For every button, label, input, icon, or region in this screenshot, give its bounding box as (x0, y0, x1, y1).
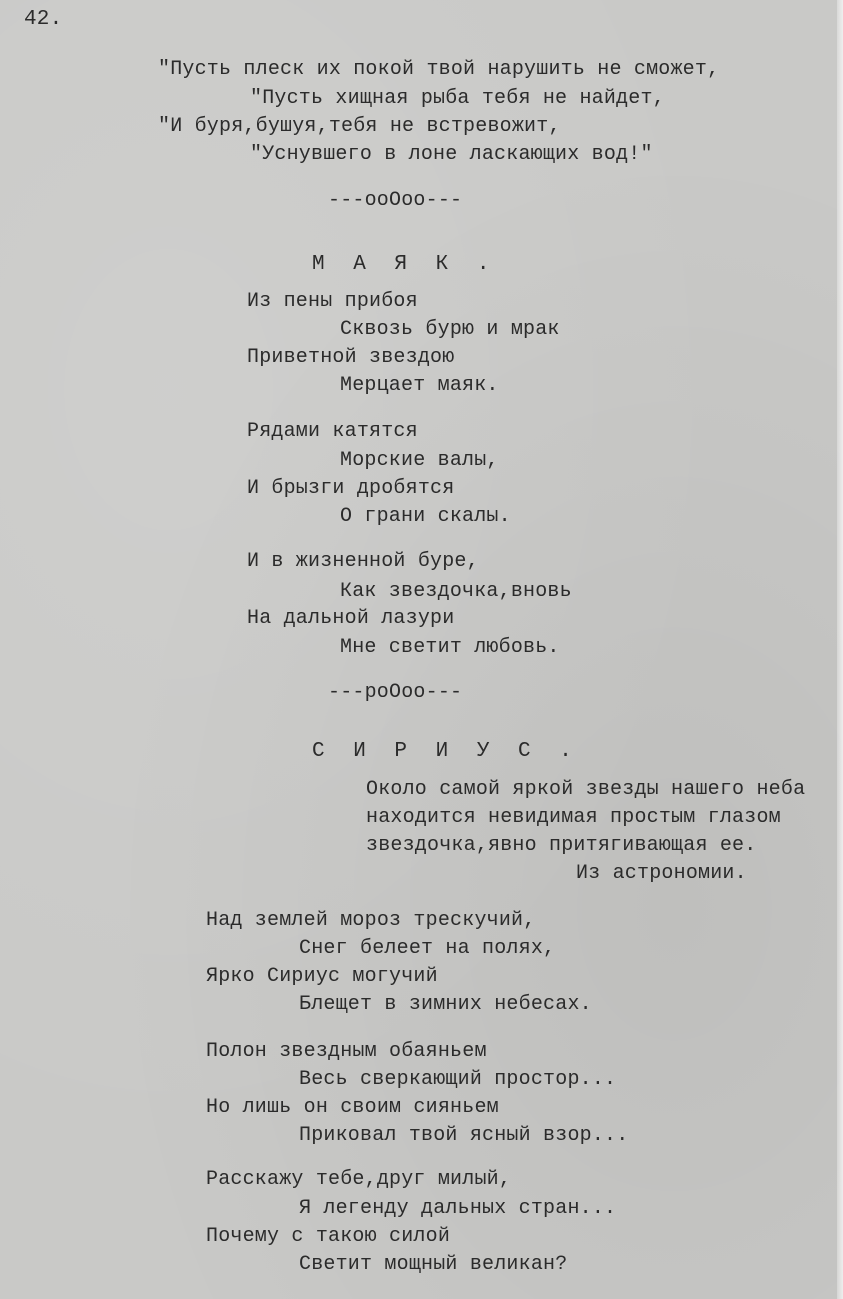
poem-line: Я легенду дальных стран... (299, 1197, 617, 1220)
intro-line: "Уснувшего в лоне ласкающих вод!" (250, 143, 653, 166)
epigraph-line: находится невидимая простым глазом (366, 806, 781, 829)
poem-line: Над землей мороз трескучий, (206, 909, 536, 932)
poem-line: Но лишь он своим сияньем (206, 1096, 499, 1119)
poem-line: Рядами катятся (247, 420, 418, 443)
poem-line: О грани скалы. (340, 505, 511, 528)
poem-line: Ярко Сириус могучий (206, 965, 438, 988)
poem-line: Почему с такою силой (206, 1225, 451, 1248)
poem-line: И в жизненной буре, (247, 550, 479, 573)
page-number: 42. (24, 8, 63, 31)
poem-line: Светит мощный великан? (299, 1253, 568, 1276)
poem-line: Снег белеет на полях, (299, 937, 556, 960)
epigraph-line: Около самой яркой звезды нашего неба (366, 778, 806, 801)
separator: ---роОоо--- (328, 681, 463, 704)
poem-line: И брызги дробятся (247, 477, 455, 500)
poem-line: Мне светит любовь. (340, 636, 560, 659)
poem-line: Как звездочка,вновь (340, 580, 572, 603)
intro-line: "Пусть хищная рыба тебя не найдет, (250, 87, 665, 110)
poem-line: Мерцает маяк. (340, 374, 499, 397)
poem-line: Блещет в зимних небесах. (299, 993, 592, 1016)
poem-line: Расскажу тебе,друг милый, (206, 1168, 512, 1191)
poem-line: Весь сверкающий простор... (299, 1068, 617, 1091)
epigraph-line: звездочка,явно притягивающая ее. (366, 834, 757, 857)
poem-line: На дальной лазури (247, 607, 455, 630)
intro-line: "Пусть плеск их покой твой нарушить не сможет, (158, 58, 720, 81)
poem-title-mayak: М А Я К . (312, 253, 498, 276)
epigraph-source: Из астрономии. (576, 862, 747, 885)
poem-line: Морские валы, (340, 449, 499, 472)
poem-line: Из пены прибоя (247, 290, 418, 313)
separator: ---ооОоо--- (328, 189, 463, 212)
poem-title-sirius: С И Р И У С . (312, 740, 580, 763)
page-edge (837, 0, 843, 1299)
poem-line: Приветной звездою (247, 346, 455, 369)
poem-line: Сквозь бурю и мрак (340, 318, 560, 341)
intro-line: "И буря,бушуя,тебя не встревожит, (158, 115, 561, 138)
poem-line: Полон звездным обаяньем (206, 1040, 487, 1063)
poem-line: Приковал твой ясный взор... (299, 1124, 629, 1147)
